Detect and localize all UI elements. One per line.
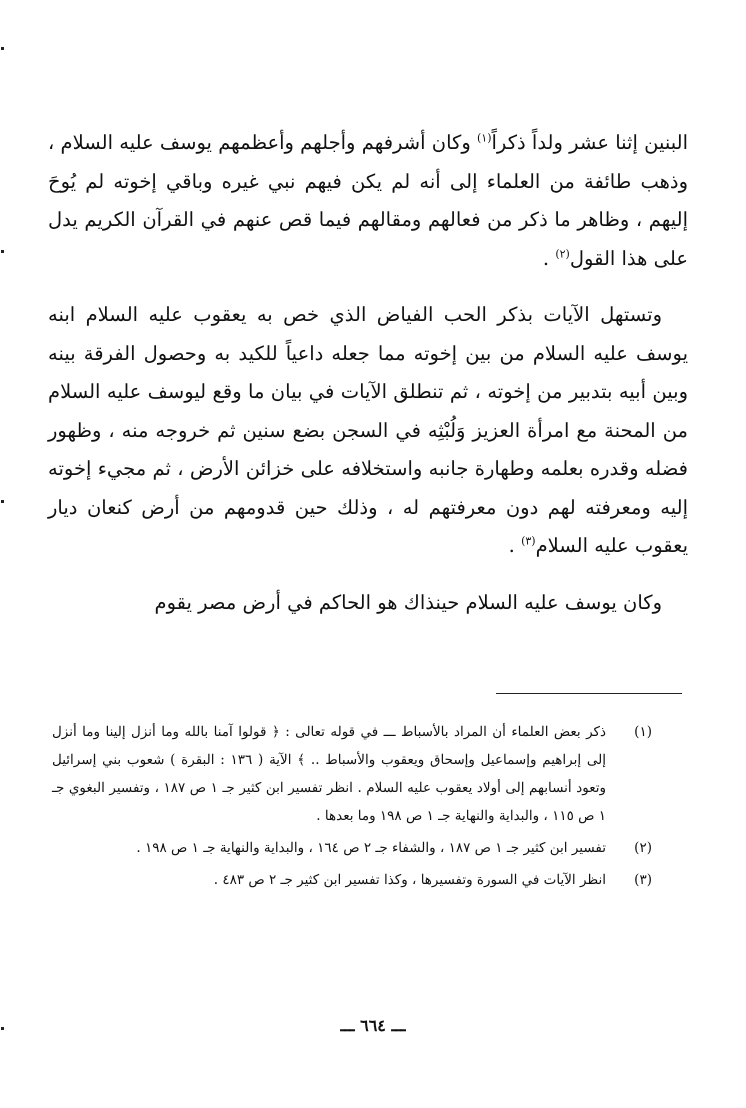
paragraph-2-text: وتستهل الآيات بذكر الحب الفياض الذي خص به يعقوب عليه السلام ابنه يوسف عليه السلام من بين إخوته مما جعله داعياً للكيد به وحصول الفرقة بينه وبين أبيه بتدبير من إخوته ، ثم تنطلق الآيات في بيان ما وقع ليوسف عليه السلام من المحنة مع امرأة العزيز وَلُبْثِه في السجن بضع سنين ثم خروجه منه ، وظهور فضله وقدره بعلمه وطهارة جانبه واستخلافه على خزائن الأرض ، ثم مجيء إخوته إليه ومعرفته لهم دون معرفتهم له ، وذلك حين قدومهم من أرض كنعان ديار يعقوب عليه السلام [48,303,688,557]
footnote-3 [52,866,652,894]
footnote-separator [496,693,682,694]
paragraph-3 [48,584,688,623]
paragraph-1-text-end: . [542,246,556,270]
paragraph-1-text-middle: وكان أشرفهم وأجلهم وأعظمهم يوسف عليه السلام ، وذهب طائفة من العلماء إلى أنه لم يكن فيهم نبي غيره وباقي إخوته لم يُوحَ إليهم ، وظاهر ما ذكر من فعالهم ومقالهم فيما قص عنهم في القرآن الكريم يدل على هذا القول [48,131,688,270]
footnote-number: (١) [634,724,652,740]
paragraph-1 [48,124,688,278]
footnote-number: (٢) [634,840,652,856]
main-text [48,124,688,622]
footnote-2 [52,834,652,862]
footnote-1 [52,718,652,830]
page-number: ـــ ٦٦٤ ـــ [340,1016,406,1035]
footnote-text: انظر الآيات في السورة وتفسيرها ، وكذا تفسير ابن كثير جـ ٢ ص ٤٨٣ . [213,872,606,888]
paragraph-2-text-end: . [508,534,522,557]
scan-edge-mark [1,1027,4,1030]
paragraph-2 [48,296,688,566]
footnotes [52,718,652,898]
scan-edge-mark [1,500,4,503]
footnote-text: تفسير ابن كثير جـ ١ ص ١٨٧ ، والشفاء جـ ٢ ص ١٦٤ ، والبداية والنهاية جـ ١ ص ١٩٨ . [136,840,606,856]
footnote-text: ذكر بعض العلماء أن المراد بالأسباط ـــ في قوله تعالى : ﴿ قولوا آمنا بالله وما أنزل إلينا وما أنزل إلى إبراهيم وإسماعيل وإسحاق ويعقوب والأسباط .. ﴾ الآية ( ١٣٦ : البقرة ) شعوب بني إسرائيل وتعود أنسابهم إلى أولاد يعقوب عليه السلام . انظر تفسير ابن كثير جـ ١ ص ١٨٧ ، وتفسير البغوي جـ ١ ص ١١٥ ، والبداية والنهاية جـ ١ ص ١٩٨ وما بعدها . [52,724,607,824]
footnote-ref-2: (٢) [555,247,570,260]
footnote-number: (٣) [634,872,652,888]
paragraph-1-text-start: البنين إثنا عشر ولداً ذكراً [491,131,688,154]
footnote-ref-1: (١) [477,131,492,145]
scan-edge-mark [1,47,4,50]
footnote-ref-3: (٣) [521,534,536,548]
paragraph-3-text: وكان يوسف عليه السلام حينذاك هو الحاكم في أرض مصر يقوم [154,590,662,614]
scan-edge-mark [1,250,4,253]
